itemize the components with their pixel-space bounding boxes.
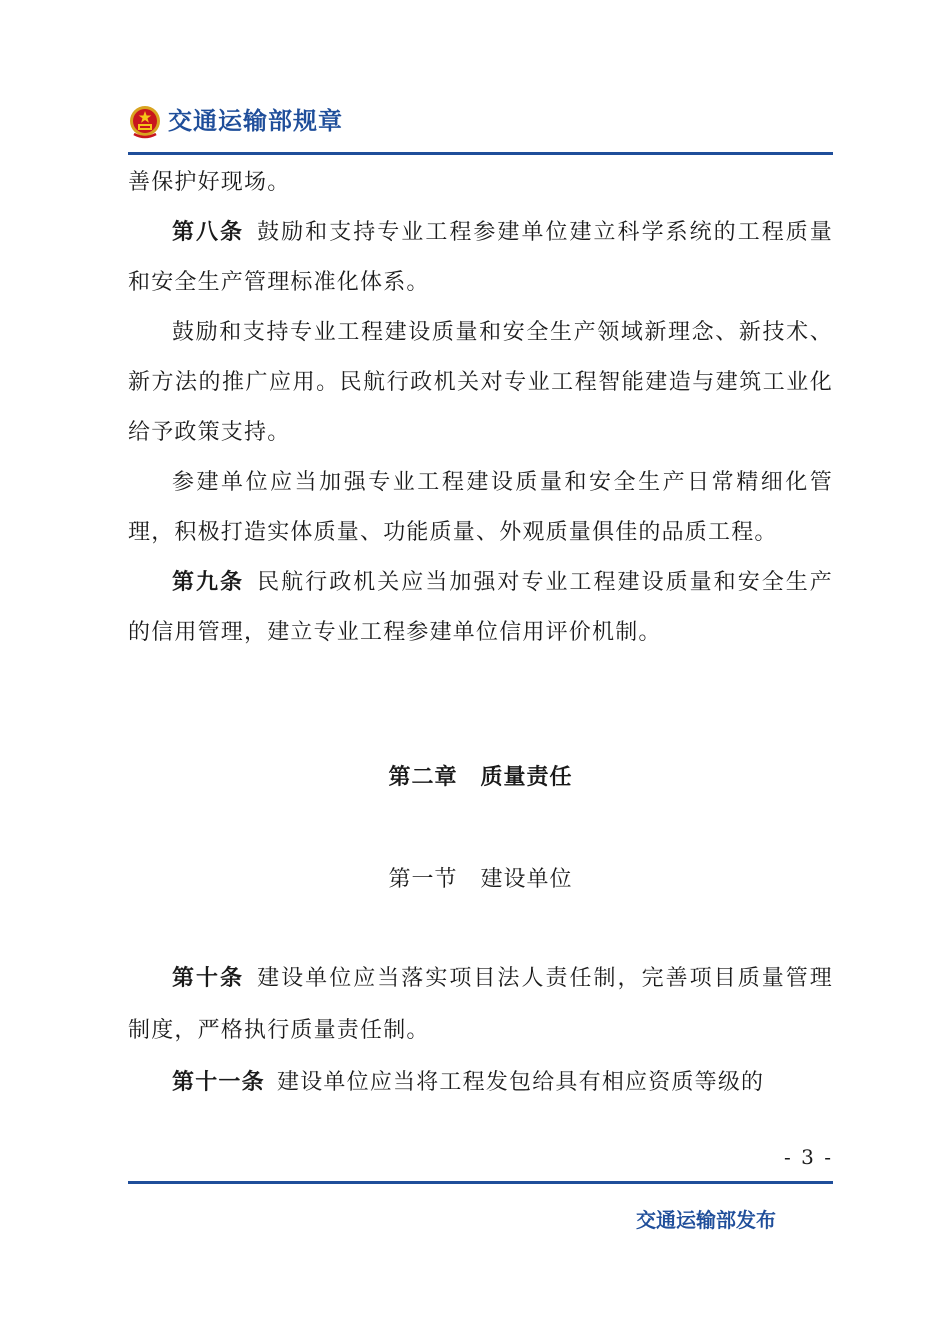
page-number: - 3 - [784, 1145, 833, 1169]
article-8-text: 鼓励和支持专业工程参建单位建立科学系统的工程质量和安全生产管理标准化体系。 [128, 220, 833, 295]
section-heading: 第一节 建设单位 [388, 867, 573, 892]
document-body [128, 158, 833, 658]
article-9-label: 第九条 [172, 570, 245, 595]
article-9-text: 民航行政机关应当加强对专业工程建设质量和安全生产的信用管理，建立专业工程参建单位信用评价机制。 [128, 570, 833, 645]
header-title: 交通运输部规章 [168, 107, 343, 135]
footer-publisher: 交通运输部发布 [636, 1208, 776, 1232]
paragraph-continuation: 善保护好现场。 [128, 170, 291, 195]
article-8 [128, 208, 833, 308]
article-10-label: 第十条 [172, 966, 245, 991]
article-11-label: 第十一条 [172, 1070, 265, 1095]
header-divider [128, 152, 833, 155]
article-9 [128, 558, 833, 658]
article-11 [128, 1057, 833, 1109]
national-emblem-icon [128, 104, 162, 140]
paragraph-management: 参建单位应当加强专业工程建设质量和安全生产日常精细化管理，积极打造实体质量、功能质量、外观质量俱佳的品质工程。 [128, 470, 833, 545]
article-10 [128, 953, 833, 1057]
document-body-continued [128, 953, 833, 1109]
article-10-text: 建设单位应当落实项目法人责任制，完善项目质量管理制度，严格执行质量责任制。 [128, 966, 833, 1043]
article-11-text: 建设单位应当将工程发包给具有相应资质等级的 [277, 1070, 765, 1095]
page-header [128, 96, 833, 156]
footer-divider [128, 1181, 833, 1184]
article-8-label: 第八条 [172, 220, 245, 245]
chapter-heading: 第二章 质量责任 [388, 765, 573, 790]
paragraph-innovation: 鼓励和支持专业工程建设质量和安全生产领域新理念、新技术、新方法的推广应用。民航行政机关对专业工程智能建造与建筑工业化给予政策支持。 [128, 320, 833, 445]
